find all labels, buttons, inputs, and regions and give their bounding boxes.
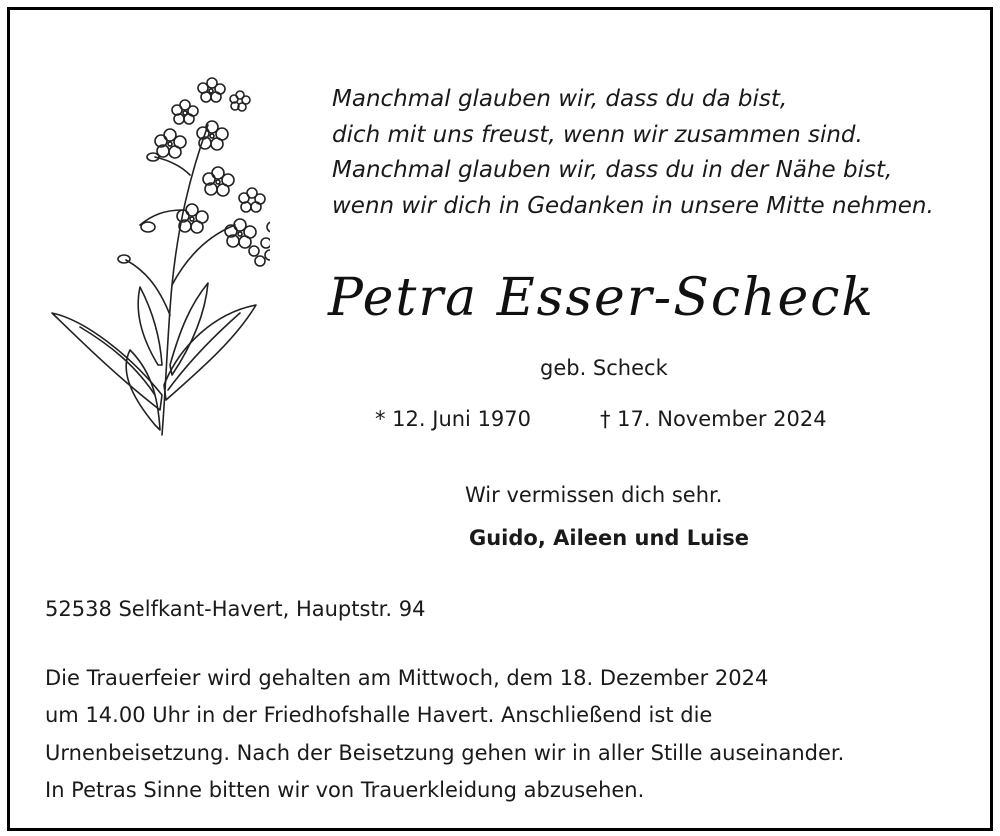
farewell-line: Wir vermissen dich sehr.: [465, 483, 723, 507]
deceased-name: Petra Esser-Scheck: [328, 268, 875, 328]
family-names: Guido, Aileen und Luise: [469, 526, 750, 550]
poem: [332, 82, 934, 224]
poem-line: dich mit uns freust, wenn wir zusammen sind.: [332, 121, 863, 148]
obituary-frame: [7, 7, 993, 831]
poem-line: wenn wir dich in Gedanken in unsere Mitte nehmen.: [332, 192, 934, 219]
info-line: In Petras Sinne bitten wir von Trauerkleidung abzusehen.: [45, 777, 645, 802]
ceremony-info: [45, 660, 844, 809]
info-line: Die Trauerfeier wird gehalten am Mittwoch, dem 18. Dezember 2024: [45, 666, 769, 690]
born-name: geb. Scheck: [540, 356, 668, 380]
poem-line: Manchmal glauben wir, dass du da bist,: [332, 86, 788, 112]
forget-me-not-flower-icon: [40, 65, 270, 445]
death-date: † 17. November 2024: [600, 407, 827, 431]
poem-line: Manchmal glauben wir, dass du in der Nähe bist,: [332, 157, 893, 183]
info-line: um 14.00 Uhr in der Friedhofshalle Havert. Anschließend ist die: [45, 703, 713, 728]
address: 52538 Selfkant-Havert, Hauptstr. 94: [45, 597, 426, 621]
birth-date: * 12. Juni 1970: [375, 407, 532, 431]
info-line: Urnenbeisetzung. Nach der Beisetzung gehen wir in aller Stille auseinander.: [45, 740, 845, 765]
